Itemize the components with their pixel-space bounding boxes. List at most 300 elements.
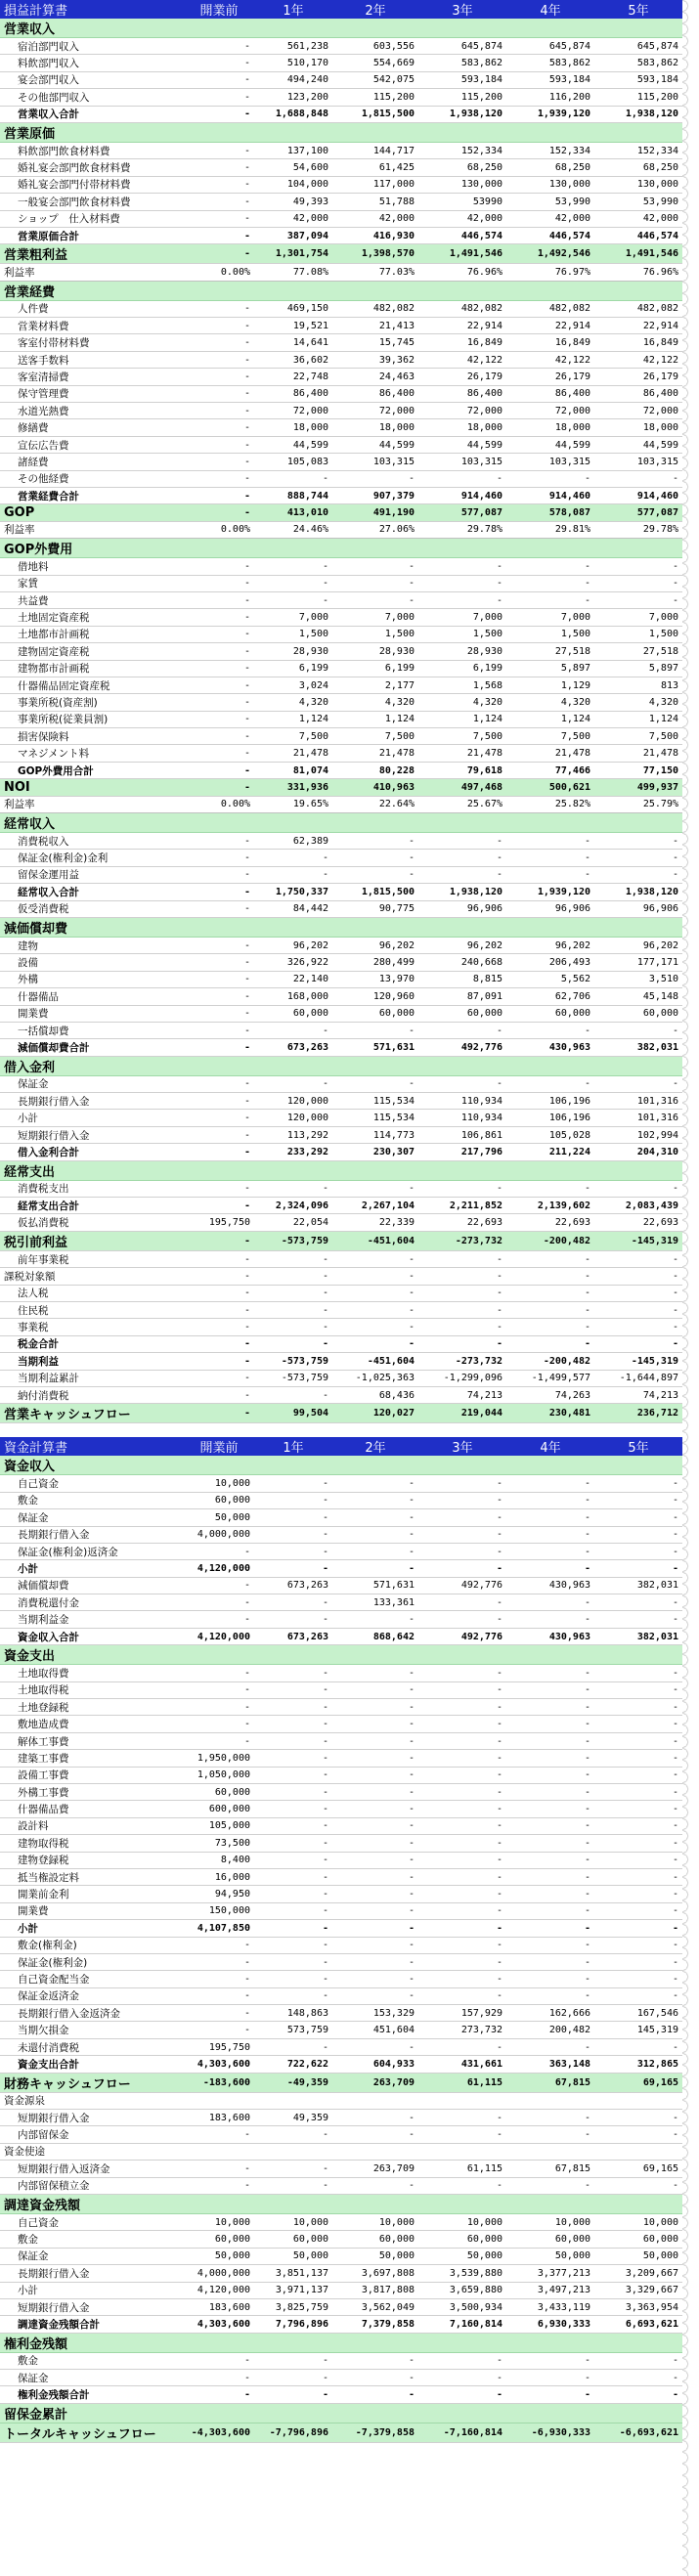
value-cell[interactable]: 4,320 (506, 694, 594, 711)
value-cell[interactable]: 62,706 (506, 988, 594, 1005)
value-cell[interactable]: 106,196 (506, 1093, 594, 1110)
row-label[interactable]: 利益率 (0, 264, 184, 281)
value-cell[interactable]: 3,024 (254, 677, 332, 693)
value-cell[interactable]: 19,521 (254, 318, 332, 334)
value-cell[interactable]: 25.67% (418, 796, 506, 812)
value-cell[interactable]: 600,000 (184, 1801, 254, 1817)
value-cell[interactable]: 561,238 (254, 38, 332, 55)
value-cell[interactable]: 81,074 (254, 762, 332, 778)
value-cell[interactable]: 722,622 (254, 2056, 332, 2073)
value-cell[interactable]: - (418, 470, 506, 487)
value-cell[interactable]: 7,000 (506, 609, 594, 626)
value-cell[interactable]: 554,669 (332, 55, 418, 71)
value-cell[interactable]: 4,320 (418, 694, 506, 711)
value-cell[interactable]: - (418, 1509, 506, 1526)
row-label[interactable]: 水道光熱費 (0, 403, 184, 419)
row-label[interactable]: 小計 (0, 1560, 184, 1577)
value-cell[interactable]: 84,442 (254, 900, 332, 917)
value-cell[interactable]: - (254, 1075, 332, 1092)
row-label[interactable]: その他経費 (0, 470, 184, 487)
value-cell[interactable] (332, 281, 418, 300)
value-cell[interactable]: - (332, 1526, 418, 1543)
row-label[interactable]: 納付消費税 (0, 1386, 184, 1403)
value-cell[interactable] (332, 2403, 418, 2423)
value-cell[interactable]: 482,082 (418, 300, 506, 317)
value-cell[interactable]: 1,398,570 (332, 244, 418, 264)
value-cell[interactable]: 168,000 (254, 988, 332, 1005)
value-cell[interactable]: - (594, 1699, 682, 1716)
value-cell[interactable]: - (184, 954, 254, 971)
value-cell[interactable] (418, 19, 506, 38)
value-cell[interactable]: 103,315 (506, 454, 594, 470)
value-cell[interactable]: - (184, 1594, 254, 1611)
value-cell[interactable]: 510,170 (254, 55, 332, 71)
value-cell[interactable]: 3,825,759 (254, 2298, 332, 2315)
value-cell[interactable]: - (594, 1937, 682, 1953)
column-header[interactable]: 開業前 (184, 0, 254, 19)
value-cell[interactable]: 497,468 (418, 779, 506, 796)
value-cell[interactable]: 49,359 (254, 2110, 332, 2126)
value-cell[interactable]: 60,000 (332, 1005, 418, 1022)
row-label[interactable]: トータルキャッシュフロー (0, 2423, 184, 2442)
value-cell[interactable]: - (254, 470, 332, 487)
value-cell[interactable] (506, 19, 594, 38)
row-label[interactable]: 調達資金残額合計 (0, 2316, 184, 2333)
value-cell[interactable]: - (254, 866, 332, 883)
value-cell[interactable]: - (254, 2161, 332, 2177)
value-cell[interactable]: 10,000 (184, 1475, 254, 1492)
value-cell[interactable]: 2,211,852 (418, 1198, 506, 1214)
value-cell[interactable]: 3,562,049 (332, 2298, 418, 2315)
row-label[interactable]: 資金収入 (0, 1456, 184, 1475)
value-cell[interactable]: - (418, 2177, 506, 2194)
value-cell[interactable]: 1,124 (506, 711, 594, 727)
value-cell[interactable]: - (254, 1594, 332, 1611)
row-label[interactable]: 宿泊部門収入 (0, 38, 184, 55)
row-label[interactable]: 短期銀行借入返済金 (0, 2161, 184, 2177)
value-cell[interactable]: 7,379,858 (332, 2316, 418, 2333)
value-cell[interactable]: 482,082 (506, 300, 594, 317)
value-cell[interactable]: 387,094 (254, 227, 332, 243)
value-cell[interactable]: 130,000 (506, 176, 594, 193)
row-label[interactable]: 敷金(権利金) (0, 1937, 184, 1953)
value-cell[interactable]: 60,000 (594, 1005, 682, 1022)
value-cell[interactable]: - (332, 1268, 418, 1285)
row-label[interactable]: 権利金残額 (0, 2333, 184, 2352)
row-label[interactable]: 資金支出合計 (0, 2056, 184, 2073)
value-cell[interactable]: 888,744 (254, 487, 332, 503)
value-cell[interactable]: - (594, 1180, 682, 1197)
row-label[interactable]: 一括償却費 (0, 1022, 184, 1038)
row-label[interactable]: 什器備品費 (0, 1801, 184, 1817)
value-cell[interactable]: - (254, 1852, 332, 1868)
value-cell[interactable]: 102,994 (594, 1126, 682, 1143)
value-cell[interactable]: -1,299,096 (418, 1370, 506, 1386)
value-cell[interactable] (418, 2403, 506, 2423)
value-cell[interactable]: - (594, 833, 682, 850)
column-header[interactable]: 1年 (254, 0, 332, 19)
value-cell[interactable]: 416,930 (332, 227, 418, 243)
row-label[interactable]: ショップ 仕入材料費 (0, 210, 184, 227)
value-cell[interactable]: - (594, 1750, 682, 1767)
value-cell[interactable]: - (506, 470, 594, 487)
value-cell[interactable] (418, 2333, 506, 2352)
value-cell[interactable] (418, 539, 506, 558)
value-cell[interactable]: - (594, 1868, 682, 1885)
value-cell[interactable]: - (418, 1475, 506, 1492)
value-cell[interactable]: 49,393 (254, 194, 332, 210)
value-cell[interactable]: - (506, 1953, 594, 1970)
value-cell[interactable]: 204,310 (594, 1144, 682, 1160)
value-cell[interactable]: 26,179 (594, 369, 682, 385)
value-cell[interactable]: 6,930,333 (506, 2316, 594, 2333)
value-cell[interactable]: - (332, 1699, 418, 1716)
value-cell[interactable]: 21,413 (332, 318, 418, 334)
value-cell[interactable] (594, 1456, 682, 1475)
value-cell[interactable] (594, 19, 682, 38)
value-cell[interactable]: - (332, 1302, 418, 1319)
value-cell[interactable]: - (254, 1767, 332, 1783)
sheet-title[interactable]: 資金計算書 (0, 1437, 184, 1456)
value-cell[interactable] (332, 539, 418, 558)
value-cell[interactable]: - (184, 2005, 254, 2022)
value-cell[interactable]: 3,363,954 (594, 2298, 682, 2315)
value-cell[interactable]: 22,054 (254, 1214, 332, 1231)
value-cell[interactable]: - (254, 1835, 332, 1852)
value-cell[interactable]: 593,184 (506, 71, 594, 88)
value-cell[interactable]: 1,500 (594, 626, 682, 642)
value-cell[interactable]: 604,933 (332, 2056, 418, 2073)
value-cell[interactable]: 105,000 (184, 1817, 254, 1834)
value-cell[interactable]: -7,379,858 (332, 2423, 418, 2442)
value-cell[interactable]: 236,712 (594, 1404, 682, 1423)
value-cell[interactable]: -7,160,814 (418, 2423, 506, 2442)
value-cell[interactable] (594, 917, 682, 937)
value-cell[interactable]: 3,971,137 (254, 2282, 332, 2298)
row-label[interactable]: 法人税 (0, 1285, 184, 1301)
value-cell[interactable]: - (254, 1665, 332, 1681)
value-cell[interactable]: 914,460 (594, 487, 682, 503)
row-label[interactable]: 保守管理費 (0, 385, 184, 402)
value-cell[interactable]: - (594, 1716, 682, 1732)
value-cell[interactable]: 1,938,120 (418, 884, 506, 900)
value-cell[interactable]: 1,939,120 (506, 884, 594, 900)
value-cell[interactable]: 3,539,880 (418, 2265, 506, 2282)
value-cell[interactable] (332, 122, 418, 142)
value-cell[interactable]: - (332, 2352, 418, 2369)
value-cell[interactable]: 101,316 (594, 1093, 682, 1110)
value-cell[interactable] (506, 2403, 594, 2423)
value-cell[interactable]: 10,000 (594, 2213, 682, 2230)
value-cell[interactable]: - (506, 1767, 594, 1783)
value-cell[interactable]: - (184, 575, 254, 591)
value-cell[interactable]: - (418, 1560, 506, 1577)
value-cell[interactable]: 4,320 (594, 694, 682, 711)
row-label[interactable]: 経常支出 (0, 1160, 184, 1180)
value-cell[interactable]: 3,329,667 (594, 2282, 682, 2298)
value-cell[interactable]: - (418, 2110, 506, 2126)
value-cell[interactable]: 74,263 (506, 1386, 594, 1403)
value-cell[interactable]: - (184, 487, 254, 503)
value-cell[interactable]: -6,930,333 (506, 2423, 594, 2442)
value-cell[interactable]: 1,491,546 (418, 244, 506, 264)
value-cell[interactable]: - (184, 1180, 254, 1197)
value-cell[interactable]: - (332, 558, 418, 575)
value-cell[interactable]: - (418, 1937, 506, 1953)
value-cell[interactable]: - (418, 1732, 506, 1749)
value-cell[interactable]: - (254, 1492, 332, 1508)
value-cell[interactable] (594, 1160, 682, 1180)
value-cell[interactable]: - (506, 1302, 594, 1319)
value-cell[interactable] (184, 1056, 254, 1075)
value-cell[interactable]: 573,759 (254, 2022, 332, 2038)
value-cell[interactable]: - (594, 1886, 682, 1902)
value-cell[interactable] (594, 1645, 682, 1665)
value-cell[interactable]: - (418, 591, 506, 608)
value-cell[interactable]: 446,574 (506, 227, 594, 243)
value-cell[interactable]: -273,732 (418, 1353, 506, 1370)
value-cell[interactable]: 157,929 (418, 2005, 506, 2022)
value-cell[interactable]: - (332, 1902, 418, 1919)
value-cell[interactable]: 3,851,137 (254, 2265, 332, 2282)
value-cell[interactable]: - (332, 2370, 418, 2386)
row-label[interactable]: 経常収入 (0, 813, 184, 833)
value-cell[interactable]: - (418, 1526, 506, 1543)
value-cell[interactable]: 382,031 (594, 1628, 682, 1644)
value-cell[interactable]: - (418, 1971, 506, 1987)
value-cell[interactable]: 491,190 (332, 504, 418, 521)
value-cell[interactable]: - (332, 2110, 418, 2126)
value-cell[interactable] (506, 2143, 594, 2160)
value-cell[interactable]: - (184, 900, 254, 917)
value-cell[interactable]: - (184, 677, 254, 693)
value-cell[interactable]: 5,562 (506, 971, 594, 987)
value-cell[interactable] (184, 2403, 254, 2423)
value-cell[interactable]: 263,709 (332, 2073, 418, 2092)
value-cell[interactable]: 50,000 (184, 1509, 254, 1526)
value-cell[interactable] (254, 281, 332, 300)
value-cell[interactable]: 1,939,120 (506, 106, 594, 122)
value-cell[interactable]: - (506, 1526, 594, 1543)
value-cell[interactable]: 4,320 (254, 694, 332, 711)
value-cell[interactable] (594, 2194, 682, 2213)
value-cell[interactable]: - (332, 1560, 418, 1577)
value-cell[interactable]: 492,776 (418, 1628, 506, 1644)
value-cell[interactable]: - (506, 1868, 594, 1885)
value-cell[interactable]: 86,400 (254, 385, 332, 402)
row-label[interactable]: 利益率 (0, 521, 184, 538)
value-cell[interactable]: 60,000 (254, 1005, 332, 1022)
value-cell[interactable]: - (184, 244, 254, 264)
value-cell[interactable]: - (332, 1987, 418, 2004)
value-cell[interactable]: - (254, 1817, 332, 1834)
row-label[interactable]: 前年事業税 (0, 1250, 184, 1267)
value-cell[interactable] (184, 2194, 254, 2213)
row-label[interactable]: 営業収入 (0, 19, 184, 38)
value-cell[interactable]: - (184, 1005, 254, 1022)
value-cell[interactable]: - (332, 1750, 418, 1767)
value-cell[interactable]: - (506, 1750, 594, 1767)
value-cell[interactable]: - (184, 210, 254, 227)
value-cell[interactable]: - (594, 1835, 682, 1852)
value-cell[interactable]: - (184, 971, 254, 987)
value-cell[interactable]: 22,140 (254, 971, 332, 987)
value-cell[interactable]: - (418, 1250, 506, 1267)
value-cell[interactable]: - (506, 866, 594, 883)
value-cell[interactable]: 72,000 (506, 403, 594, 419)
value-cell[interactable]: 22,914 (418, 318, 506, 334)
row-label[interactable]: 営業原価 (0, 122, 184, 142)
row-label[interactable]: 建物 (0, 937, 184, 953)
value-cell[interactable]: 115,200 (332, 89, 418, 106)
value-cell[interactable]: 96,202 (418, 937, 506, 953)
row-label[interactable]: 抵当権設定料 (0, 1868, 184, 1885)
value-cell[interactable]: 2,267,104 (332, 1198, 418, 1214)
row-label[interactable]: 開業前金利 (0, 1886, 184, 1902)
value-cell[interactable]: - (184, 762, 254, 778)
value-cell[interactable]: 53990 (418, 194, 506, 210)
row-label[interactable]: 自己資金配当金 (0, 1971, 184, 1987)
value-cell[interactable]: 86,400 (418, 385, 506, 402)
row-label[interactable]: 保証金(権利金) (0, 1953, 184, 1970)
value-cell[interactable]: 27,518 (594, 643, 682, 660)
value-cell[interactable]: 29.81% (506, 521, 594, 538)
row-label[interactable]: 敷金 (0, 2231, 184, 2248)
value-cell[interactable]: 10,000 (332, 2213, 418, 2230)
value-cell[interactable]: 50,000 (332, 2248, 418, 2264)
value-cell[interactable]: - (332, 1543, 418, 1559)
row-label[interactable]: 未還付消費税 (0, 2038, 184, 2055)
value-cell[interactable] (594, 813, 682, 833)
row-label[interactable]: 婚礼宴会部門飲食材料費 (0, 159, 184, 176)
value-cell[interactable]: 120,000 (254, 1110, 332, 1126)
value-cell[interactable]: - (332, 1250, 418, 1267)
value-cell[interactable]: 3,817,808 (332, 2282, 418, 2298)
value-cell[interactable]: - (332, 1319, 418, 1335)
value-cell[interactable] (418, 813, 506, 833)
value-cell[interactable]: - (184, 142, 254, 158)
value-cell[interactable]: 53,990 (594, 194, 682, 210)
value-cell[interactable]: 74,213 (418, 1386, 506, 1403)
value-cell[interactable]: 673,263 (254, 1577, 332, 1594)
value-cell[interactable]: - (184, 318, 254, 334)
value-cell[interactable]: - (506, 1543, 594, 1559)
value-cell[interactable]: - (418, 1022, 506, 1038)
value-cell[interactable]: - (184, 660, 254, 677)
row-label[interactable]: 短期銀行借入金 (0, 1126, 184, 1143)
value-cell[interactable]: 18,000 (332, 419, 418, 436)
value-cell[interactable]: 144,717 (332, 142, 418, 158)
value-cell[interactable]: - (254, 1937, 332, 1953)
value-cell[interactable]: - (594, 558, 682, 575)
value-cell[interactable] (254, 917, 332, 937)
value-cell[interactable]: - (506, 2177, 594, 2194)
value-cell[interactable]: - (332, 1716, 418, 1732)
value-cell[interactable] (506, 1456, 594, 1475)
value-cell[interactable]: 60,000 (184, 2231, 254, 2248)
value-cell[interactable]: - (594, 1987, 682, 2004)
value-cell[interactable]: 67,815 (506, 2073, 594, 2092)
row-label[interactable]: 損害保険料 (0, 728, 184, 745)
value-cell[interactable]: 69,165 (594, 2073, 682, 2092)
value-cell[interactable]: 240,668 (418, 954, 506, 971)
value-cell[interactable]: 68,250 (418, 159, 506, 176)
value-cell[interactable]: -573,759 (254, 1353, 332, 1370)
value-cell[interactable]: - (594, 575, 682, 591)
value-cell[interactable]: - (418, 1543, 506, 1559)
value-cell[interactable]: 500,621 (506, 779, 594, 796)
row-label[interactable]: 当期利益 (0, 1353, 184, 1370)
value-cell[interactable]: - (506, 1852, 594, 1868)
row-label[interactable]: 自己資金 (0, 2213, 184, 2230)
value-cell[interactable]: - (418, 558, 506, 575)
row-label[interactable]: 料飲部門収入 (0, 55, 184, 71)
value-cell[interactable]: -145,319 (594, 1231, 682, 1250)
value-cell[interactable]: 312,865 (594, 2056, 682, 2073)
value-cell[interactable]: - (332, 1665, 418, 1681)
value-cell[interactable]: 13,970 (332, 971, 418, 987)
value-cell[interactable]: 7,500 (418, 728, 506, 745)
value-cell[interactable]: 4,107,850 (184, 1920, 254, 1937)
value-cell[interactable]: 233,292 (254, 1144, 332, 1160)
value-cell[interactable]: -573,759 (254, 1370, 332, 1386)
value-cell[interactable]: - (184, 1039, 254, 1056)
value-cell[interactable]: - (254, 1319, 332, 1335)
value-cell[interactable]: 53,990 (506, 194, 594, 210)
value-cell[interactable]: - (254, 558, 332, 575)
value-cell[interactable]: - (332, 1767, 418, 1783)
value-cell[interactable]: - (254, 591, 332, 608)
value-cell[interactable]: 60,000 (418, 2231, 506, 2248)
value-cell[interactable]: 183,600 (184, 2298, 254, 2315)
value-cell[interactable]: - (418, 1750, 506, 1767)
row-label[interactable]: GOP外費用 (0, 539, 184, 558)
value-cell[interactable] (594, 1056, 682, 1075)
row-label[interactable]: NOI (0, 779, 184, 796)
value-cell[interactable] (254, 1456, 332, 1475)
value-cell[interactable]: - (506, 1987, 594, 2004)
value-cell[interactable]: - (254, 2370, 332, 2386)
row-label[interactable]: 消費税支出 (0, 1180, 184, 1197)
value-cell[interactable]: 60,000 (594, 2231, 682, 2248)
value-cell[interactable]: -6,693,621 (594, 2423, 682, 2442)
value-cell[interactable]: - (594, 1801, 682, 1817)
value-cell[interactable]: - (184, 454, 254, 470)
value-cell[interactable]: 3,510 (594, 971, 682, 987)
row-label[interactable]: 借入金利 (0, 1056, 184, 1075)
value-cell[interactable]: - (506, 1835, 594, 1852)
value-cell[interactable]: - (506, 2110, 594, 2126)
row-label[interactable]: 宣伝広告費 (0, 436, 184, 453)
value-cell[interactable]: 1,938,120 (418, 106, 506, 122)
row-label[interactable]: 土地取得費 (0, 1665, 184, 1681)
value-cell[interactable]: 145,319 (594, 2022, 682, 2038)
value-cell[interactable]: 868,642 (332, 1628, 418, 1644)
row-label[interactable]: 建物取得税 (0, 1835, 184, 1852)
row-label[interactable]: 当期欠損金 (0, 2022, 184, 2038)
value-cell[interactable]: 72,000 (332, 403, 418, 419)
value-cell[interactable]: 645,874 (418, 38, 506, 55)
value-cell[interactable]: - (506, 1716, 594, 1732)
value-cell[interactable]: 60,000 (184, 1783, 254, 1800)
value-cell[interactable]: - (594, 1319, 682, 1335)
value-cell[interactable]: -451,604 (332, 1353, 418, 1370)
value-cell[interactable]: - (418, 1783, 506, 1800)
value-cell[interactable]: 115,200 (594, 89, 682, 106)
value-cell[interactable]: 44,599 (254, 436, 332, 453)
value-cell[interactable]: - (184, 2161, 254, 2177)
value-cell[interactable] (184, 1160, 254, 1180)
